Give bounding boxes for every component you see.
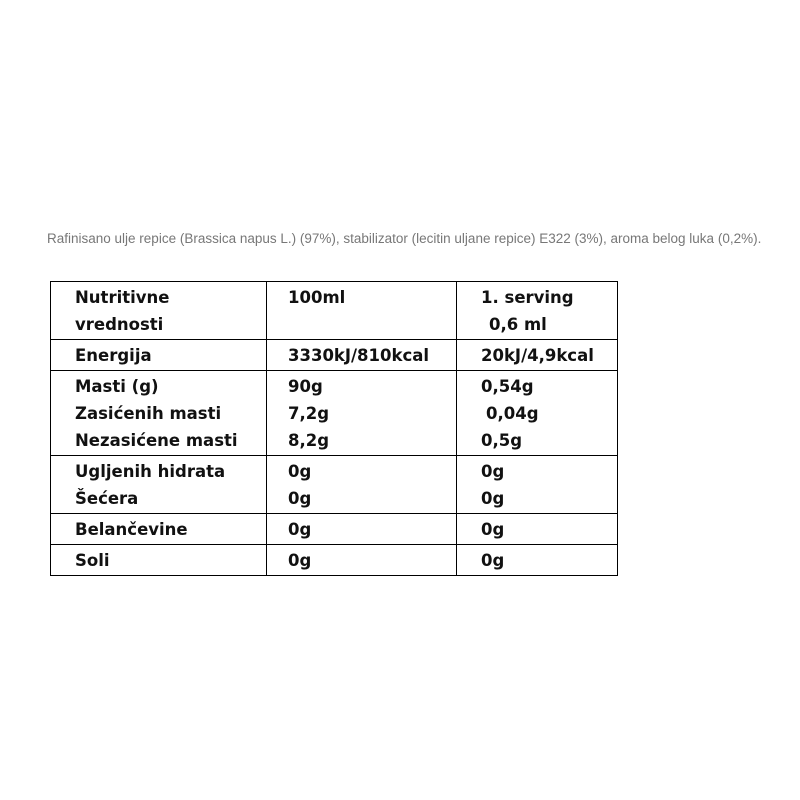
header-label-line1: Nutritivne: [75, 288, 170, 307]
protein-serving: 0g: [481, 520, 505, 539]
carbs-serving: 0g: [481, 462, 505, 481]
protein-per100: 0g: [288, 520, 312, 539]
carbs-label: Ugljenih hidrata: [75, 462, 226, 481]
sugar-per100: 0g: [288, 489, 312, 508]
table-row-carbs: [51, 456, 618, 514]
saturated-fat-serving: 0,04g: [486, 404, 539, 423]
fat-serving: 0,54g: [481, 377, 534, 396]
unsaturated-fat-per100: 8,2g: [288, 431, 330, 450]
unsaturated-fat-serving: 0,5g: [481, 431, 523, 450]
carbs-per100: 0g: [288, 462, 312, 481]
saturated-fat-per100: 7,2g: [288, 404, 330, 423]
header-serving-cell: [457, 282, 618, 340]
fat-per100: 90g: [288, 377, 323, 396]
energy-per100: 3330kJ/810kcal: [288, 346, 430, 365]
header-label-cell: [51, 282, 267, 340]
salt-label: Soli: [75, 551, 110, 570]
table-row-fat: [51, 371, 618, 456]
nutrition-table: [50, 281, 618, 576]
header-label-line2: vrednosti: [75, 315, 164, 334]
protein-label: Belančevine: [75, 520, 188, 539]
fat-label: Masti (g): [75, 377, 159, 396]
sugar-serving: 0g: [481, 489, 505, 508]
header-per100: 100ml: [288, 288, 346, 307]
header-serving-line2: 0,6 ml: [489, 315, 547, 334]
energy-label: Energija: [75, 346, 152, 365]
table-row-energy: [51, 340, 618, 371]
table-row-salt: [51, 545, 618, 576]
ingredients-text: Rafinisano ulje repice (Brassica napus L.) (97%), stabilizator (lecitin uljane repice) E322 (3%), aroma belog luka (0,2%).: [47, 231, 762, 246]
saturated-fat-label: Zasićenih masti: [75, 404, 222, 423]
unsaturated-fat-label: Nezasićene masti: [75, 431, 238, 450]
salt-serving: 0g: [481, 551, 505, 570]
salt-per100: 0g: [288, 551, 312, 570]
table-row-protein: [51, 514, 618, 545]
header-serving-line1: 1. serving: [481, 288, 574, 307]
sugar-label: Šećera: [75, 489, 139, 508]
table-row-header: [51, 282, 618, 340]
energy-serving: 20kJ/4,9kcal: [481, 346, 594, 365]
header-per100-cell: [267, 282, 457, 340]
